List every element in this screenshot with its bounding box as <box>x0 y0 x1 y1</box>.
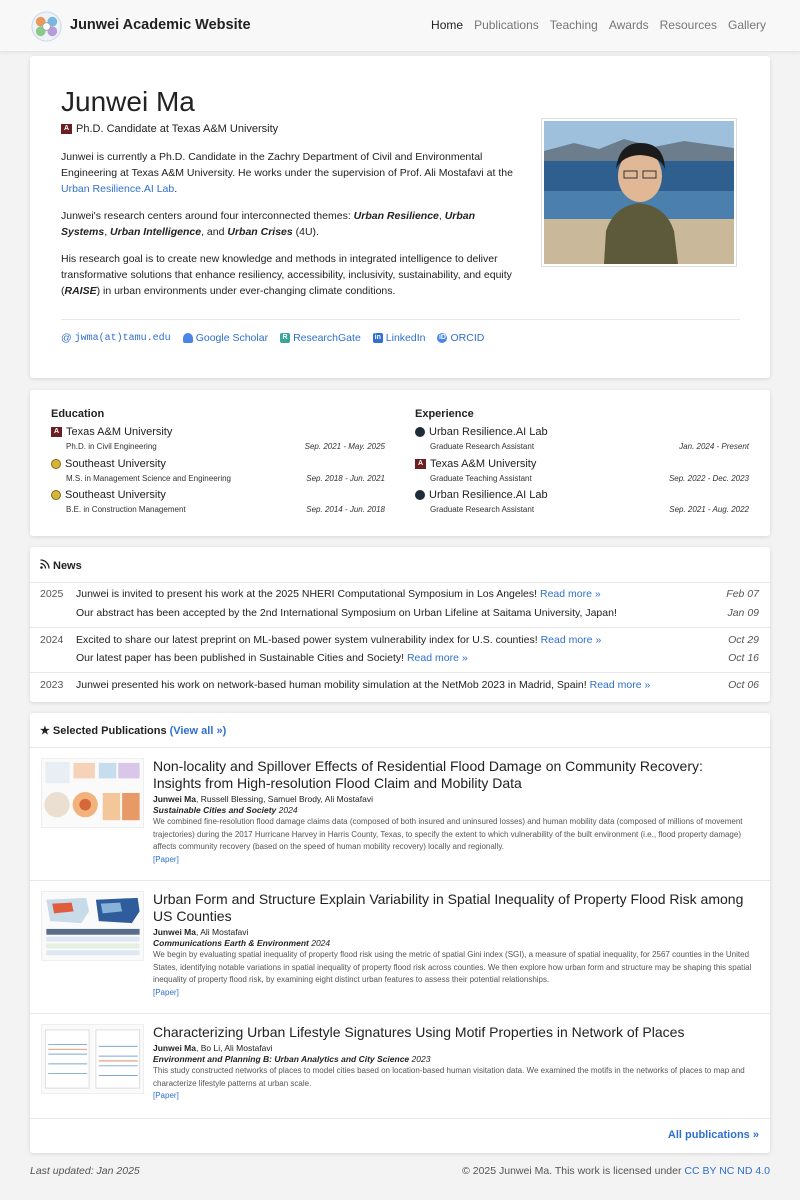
date-range: Sep. 2018 - Jun. 2021 <box>306 473 385 483</box>
venue-name: Environment and Planning B: Urban Analytics and City Science <box>153 1054 410 1064</box>
date-range: Sep. 2021 - May. 2025 <box>304 442 385 451</box>
tamu-logo-icon: A <box>51 427 62 437</box>
paper-link[interactable]: [Paper] <box>153 1091 179 1100</box>
experience-entry <box>415 458 749 490</box>
date-range: Sep. 2022 - Dec. 2023 <box>668 473 749 483</box>
role-text: Graduate Teaching Assistant <box>430 473 532 483</box>
lead-author: Junwei Ma <box>153 927 196 937</box>
read-more-text: Read more <box>540 634 593 646</box>
bio2-end: (4U). <box>292 226 319 238</box>
news-date: Oct 06 <box>728 679 759 691</box>
nav-awards-link[interactable]: Awards <box>608 18 649 32</box>
urban-resilience-logo-icon <box>415 490 425 500</box>
read-more-link[interactable] <box>540 588 601 600</box>
news-year: 2023 <box>40 679 64 691</box>
news-divider <box>30 627 770 628</box>
all-publications-link[interactable] <box>668 1129 759 1141</box>
about-card <box>30 56 770 378</box>
theme-urban-systems: Urban Systems <box>61 210 476 238</box>
publication-title[interactable]: Urban Form and Structure Explain Variability in Spatial Inequality of Property Flood Risk among US Counties <box>153 891 744 924</box>
publications-divider <box>30 880 770 881</box>
read-more-link[interactable] <box>407 652 468 664</box>
venue-year: 2024 <box>276 805 298 815</box>
experience-heading: Experience <box>415 408 474 420</box>
linkedin-text: LinkedIn <box>385 332 426 344</box>
publications-card <box>30 713 770 1153</box>
researchgate-icon: R <box>280 333 290 343</box>
news-date: Feb 07 <box>726 588 759 600</box>
degree-text: M.S. in Management Science and Engineering <box>66 473 231 483</box>
venue-name: Sustainable Cities and Society <box>153 805 277 815</box>
publication-body <box>153 1024 755 1100</box>
education-section <box>51 408 385 521</box>
experience-entry <box>415 426 749 458</box>
profile-photo <box>541 118 737 267</box>
date-range: Sep. 2014 - Jun. 2018 <box>306 505 385 514</box>
date-range: Sep. 2021 - Aug. 2022 <box>669 505 749 514</box>
news-year: 2024 <box>40 634 64 646</box>
orcid-link[interactable] <box>437 332 484 344</box>
news-text: Our abstract has been accepted by the 2nd International Symposium on Urban Lifeline at Saitama University, Japan! <box>76 607 617 619</box>
researchgate-text: ResearchGate <box>293 332 361 344</box>
role-text: Graduate Research Assistant <box>430 505 535 514</box>
publication-thumbnail[interactable] <box>41 758 144 828</box>
about-divider <box>61 319 740 320</box>
navbar <box>0 0 800 52</box>
google-scholar-text: Google Scholar <box>195 332 269 344</box>
paper-link[interactable]: [Paper] <box>153 987 179 997</box>
news-date: Oct 29 <box>728 634 759 646</box>
double-chevron-right-icon: » <box>461 652 468 664</box>
news-text: Junwei presented his work on network-based human mobility simulation at the NetMob 2023 in Madrid, Spain! <box>76 679 587 691</box>
bio2-text: Junwei's research centers around four interconnected themes: <box>61 210 354 222</box>
lead-author: Junwei Ma <box>153 1043 196 1053</box>
read-more-text: Read more <box>540 588 592 600</box>
publications-heading <box>40 724 226 737</box>
organization-name: Urban Resilience.AI Lab <box>429 489 548 501</box>
urban-resilience-lab-link[interactable]: Urban Resilience.AI Lab <box>61 183 175 195</box>
bio3-end: ) in urban environments under ever-changing climate conditions. <box>96 285 396 297</box>
experience-section <box>415 408 749 521</box>
publications-divider <box>30 747 770 748</box>
double-chevron-right-icon: » <box>644 679 651 691</box>
view-all-link[interactable] <box>170 725 227 737</box>
google-scholar-link[interactable] <box>183 332 268 344</box>
publications-heading-text: Selected Publications <box>52 724 167 737</box>
news-date: Jan 09 <box>727 607 759 619</box>
view-all-text: (View all <box>169 724 214 737</box>
news-text: Our latest paper has been published in Sustainable Cities and Society! <box>76 652 405 664</box>
theme-urban-intelligence: Urban Intelligence <box>110 226 202 238</box>
profile-position <box>61 123 278 135</box>
read-more-link[interactable] <box>541 634 602 646</box>
news-year: 2025 <box>40 588 64 600</box>
view-all-close: ) <box>222 724 227 737</box>
publication-venue <box>153 805 755 815</box>
date-range: Jan. 2024 - Present <box>679 442 749 451</box>
email-contact[interactable] <box>61 332 171 344</box>
coauthors: , Bo Li, Ali Mostafavi <box>195 1043 273 1053</box>
seu-logo-icon <box>51 490 61 500</box>
education-entry <box>51 458 385 490</box>
rss-icon <box>40 559 50 572</box>
publication-body <box>153 758 755 864</box>
google-scholar-icon <box>183 333 193 343</box>
news-heading-text: News <box>53 559 82 572</box>
all-publications-text: All publications <box>667 1129 750 1141</box>
publication-abstract: We combined fine-resolution flood damage claims data (composed of both insured and uninsured losses) and human mobility data (composed of millions of movement trajectories) during the 2017 Hurricane Harvey in Harris County, Texas, to specify the extent to which vulnerability of the built environment (i.e., flood property damage) affects community recovery (based on the speed of human mobility recovery) locally and regionally. <box>153 817 743 851</box>
linkedin-link[interactable] <box>373 332 426 344</box>
read-more-text: Read more <box>589 679 642 691</box>
news-item <box>30 679 770 695</box>
coauthors: , Ali Mostafavi <box>195 927 249 937</box>
linkedin-icon: in <box>374 334 381 341</box>
publication-thumbnail[interactable] <box>41 1024 144 1094</box>
publication-body <box>153 891 755 997</box>
nav-teaching-link[interactable]: Teaching <box>549 18 598 32</box>
urban-resilience-logo-icon <box>415 427 425 437</box>
email-text: jwma(at)tamu.edu <box>74 332 171 344</box>
publication-authors <box>153 927 755 937</box>
paper-link[interactable]: [Paper] <box>153 854 179 864</box>
education-heading: Education <box>51 408 105 420</box>
at-sign-icon: @ <box>61 332 72 344</box>
education-experience-card <box>30 390 770 536</box>
bio1-end: . <box>174 183 178 195</box>
star-icon: ★ <box>40 725 50 737</box>
experience-entry <box>415 489 749 521</box>
venue-name: Communications Earth & Environment <box>153 938 309 948</box>
publication-title[interactable]: Characterizing Urban Lifestyle Signatures Using Motif Properties in Network of Places <box>153 1024 685 1040</box>
news-item <box>30 652 770 668</box>
tamu-logo-icon: A <box>61 124 72 134</box>
orcid-icon: iD <box>438 334 446 341</box>
publication-venue <box>153 938 755 948</box>
site-logo-icon[interactable] <box>30 10 63 43</box>
read-more-text: Read more <box>406 652 459 664</box>
publications-divider <box>30 1013 770 1014</box>
publication-authors <box>153 1043 755 1053</box>
lead-author: Junwei Ma <box>153 794 196 804</box>
tamu-logo-icon: A <box>415 459 426 469</box>
read-more-link[interactable] <box>590 679 651 691</box>
bio-paragraph-3 <box>61 251 521 299</box>
publications-divider <box>30 1118 770 1119</box>
bio-paragraph-2: Junwei's research centers around four interconnected themes: Urban Resilience, Urban Systems, Urban Intelligence, and Urban Crises (4U). <box>61 210 476 238</box>
role-text: Graduate Research Assistant <box>430 442 535 451</box>
degree-text: Ph.D. in Civil Engineering <box>66 442 157 451</box>
institution-name: Texas A&M University <box>66 426 173 438</box>
venue-year: 2023 <box>409 1054 431 1064</box>
education-entry <box>51 426 385 458</box>
institution-name: Southeast University <box>65 489 166 501</box>
nav-home-link[interactable]: Home <box>431 18 464 32</box>
nav-menu <box>431 18 766 32</box>
news-date: Oct 16 <box>728 652 759 664</box>
publication-thumbnail[interactable] <box>41 891 144 961</box>
organization-name: Texas A&M University <box>430 457 537 470</box>
publication-authors <box>153 794 755 804</box>
copyright-notice <box>462 1165 770 1177</box>
bio1-text: Junwei is currently a Ph.D. Candidate in the Zachry Department of Civil and Environmental Engineering at Texas A&M University. He works under the supervision of Prof. Ali Mostafavi at the <box>61 151 513 179</box>
position-text: Ph.D. Candidate at Texas A&M University <box>76 123 279 135</box>
news-divider <box>30 582 770 583</box>
education-entry <box>51 489 385 521</box>
nav-publications-link[interactable]: Publications <box>474 18 539 32</box>
news-heading <box>40 559 82 572</box>
venue-year: 2024 <box>308 938 331 948</box>
copyright-text: © 2025 Junwei Ma. This work is licensed under <box>462 1165 685 1177</box>
site-brand-title[interactable]: Junwei Academic Website <box>70 17 251 33</box>
seu-logo-icon <box>51 459 61 469</box>
publication-venue <box>153 1054 755 1064</box>
bio3-text: His research goal is to create new knowledge and methods in integrated intelligence to deliver transformative solutions that enhance resiliency, accessibility, inclusivity, sustainability, and equity ( <box>61 253 512 297</box>
contact-links <box>61 332 484 344</box>
publication-abstract: We begin by evaluating spatial inequality of property flood risk using the metric of spatial Gini index (SGI), a measure of spatial inequality, for 2567 counties in the United States, identifying notable variations in spatial inequality of property flood risk across counties. We then explore how urban form and structure may be shaping this spatial inequality of property flood risk, by examining eight distinct urban features to assess their potential relationships. <box>153 950 752 984</box>
raise-acronym: RAISE <box>64 285 97 297</box>
profile-name: Junwei Ma <box>61 86 195 117</box>
double-chevron-right-icon: » <box>595 634 602 646</box>
news-item <box>30 607 770 623</box>
theme-urban-resilience: Urban Resilience <box>353 210 439 222</box>
last-updated: Last updated: Jan 2025 <box>30 1165 140 1177</box>
double-chevron-right-icon: » <box>594 588 601 600</box>
news-card <box>30 547 770 702</box>
license-link[interactable]: CC BY NC ND 4.0 <box>684 1165 770 1177</box>
theme-urban-crises: Urban Crises <box>227 226 293 238</box>
bio-paragraph-1 <box>61 149 521 197</box>
news-text: Junwei is invited to present his work at the 2025 NHERI Computational Symposium in Los Angeles! <box>76 588 538 600</box>
institution-name: Southeast University <box>65 457 166 470</box>
double-chevron-right-icon: » <box>752 1129 759 1141</box>
orcid-text: ORCID <box>450 332 485 344</box>
degree-text: B.E. in Construction Management <box>66 505 186 514</box>
bio2-and: , and <box>201 226 228 238</box>
news-item <box>30 588 770 604</box>
researchgate-link[interactable] <box>280 332 361 344</box>
publication-title[interactable]: Non-locality and Spillover Effects of Residential Flood Damage on Community Recovery: Insights from High-resolution Flood Claim and Mobility Data <box>153 758 703 791</box>
coauthors: , Russell Blessing, Samuel Brody, Ali Mostafavi <box>195 794 373 804</box>
news-text: Excited to share our latest preprint on ML-based power system vulnerability index for U.S. counties! <box>76 634 538 646</box>
publication-abstract: This study constructed networks of places to model cities based on location-based human visitation data. We examined the motifs in the networks of places to map and characterize lifestyle patterns at urban scale. <box>153 1066 745 1088</box>
double-chevron-right-icon: » <box>216 724 223 737</box>
nav-gallery-link[interactable]: Gallery <box>727 18 766 32</box>
nav-resources-link[interactable]: Resources <box>659 18 717 32</box>
news-item <box>30 634 770 650</box>
news-divider <box>30 672 770 673</box>
organization-name: Urban Resilience.AI Lab <box>429 426 548 438</box>
